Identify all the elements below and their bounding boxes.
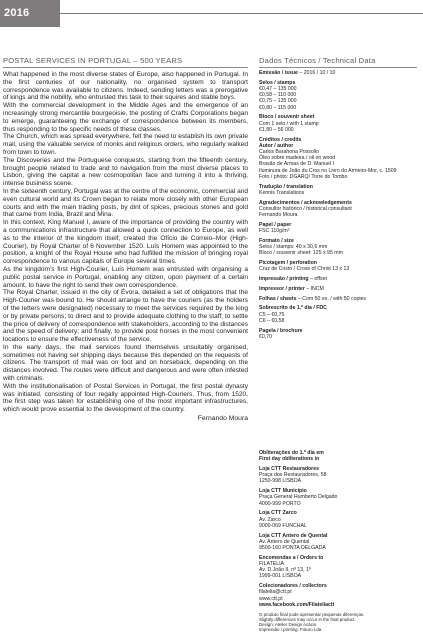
credits-line: Foto / photo: DGARQ/ Torre do Tombo: [259, 173, 348, 180]
issue-label: Emissão / issue: [259, 70, 298, 76]
acknowledgements-label: Agradecimentos / acknowledgements: [259, 199, 352, 206]
perforation-label: Picotagem / perforation: [259, 260, 317, 267]
brochure-line: €0,70: [259, 333, 272, 340]
printer-group: [259, 286, 419, 292]
orders-line: 1999-001 LISBOA: [259, 573, 302, 580]
collectors-label: Colecionadores / collectors: [259, 583, 327, 590]
header-rule: [60, 13, 423, 14]
acknowledgements-line: Consultor histórico / historical consultant: [259, 205, 352, 212]
fdi-label-en: First day obliterations in: [259, 456, 320, 463]
printing-label: Impressão / printing: [259, 276, 309, 283]
size-label: Formato / size: [259, 237, 294, 244]
shop-name: Loja CTT Zarco: [259, 510, 297, 517]
fdi-label: Obliterações do 1.º dia em: [259, 450, 324, 456]
size-line: Bloco / souvenir sheet: 125 x 95 mm: [259, 250, 343, 257]
shop-line: Av. Zarco: [259, 516, 281, 523]
sheet-line: Com 1 selo / with 1 stamp: [259, 120, 319, 127]
paragraph: As the kingdom's first High-Courier, Luís Homem was entrusted with organising a public postal service in Portugal, enabling any citizen, upon payment of a certain amount, to have the right to send their own correspondence.: [3, 265, 248, 289]
stamp-value: €0,58 – 110 000: [259, 92, 297, 99]
collectors-email: filatelia@ctt.pt: [259, 589, 292, 596]
shop-line: 4000-999 PORTO: [259, 500, 301, 507]
fdc-label: Sobrescrito de 1.º dia / FDC: [259, 305, 327, 312]
paragraph: What happened in the most diverse states of Europe, also happened in Portugal. In the first centuries of our nationality, no organised system to transport correspondence was available to citizens. Indeed, sending letters was a prerogative of kings and the nobility, who entrusted this task to their squires and stable boys.: [3, 71, 248, 102]
credits-label: Créditos / credits: [259, 136, 302, 143]
orders-line: FILATELIA: [259, 561, 284, 568]
collectors-website: www.ctt.pt: [259, 595, 283, 602]
credits-line: Óleo sobre madeira / oil on wood: [259, 155, 336, 162]
fine-print-line: Design: Atelier Design Acácio: [259, 622, 317, 628]
author-signature: Fernando Moura: [197, 415, 248, 423]
fdc-group: [259, 305, 419, 324]
year-header: [0, 0, 423, 27]
stamps-label: Selos / stamps: [259, 79, 296, 86]
sheets-value: – Com 50 ex. / with 50 copies: [296, 295, 366, 302]
shop-line: Praça General Humberto Delgado: [259, 494, 338, 501]
paper-group: [259, 222, 419, 234]
title-rule-right: [259, 67, 417, 68]
paragraph: With the institutionalisation of Postal Services in Portugal, the first postal dynasty was initiated, consisting of four regally appointed High-Couriers. Thus, from 1520, the first step was taken for establishing one of the most important infrastructures, which would prove essential to the development of the country.: [3, 382, 248, 414]
issue-value: – 2016 / 10 / 10: [297, 70, 336, 76]
brochure-group: [259, 328, 419, 340]
fine-print-line: Slightly differences may occur in the final product.: [259, 616, 356, 622]
credits-line: Brasão de Armas de D. Manuel I: [259, 161, 334, 168]
year-text: 2016: [4, 7, 30, 19]
acknowledgements-group: [259, 200, 419, 219]
printer-value: – INCM: [304, 285, 324, 292]
technical-data-lower: [259, 450, 419, 636]
fdi-group: [259, 450, 419, 462]
printer-label: Impressor / printer: [259, 285, 305, 292]
shop-group: [259, 488, 419, 507]
orders-label: Encomendas a / Orders to: [259, 554, 324, 561]
shop-line: 9500-160 PONTA DELGADA: [259, 545, 326, 552]
translation-label: Tradução / translation: [259, 183, 313, 190]
fine-print-line: O produto final pode apresentar pequenas diferenças.: [259, 611, 365, 617]
credits-line: Autor / author: [259, 142, 294, 149]
paragraph: The Discoveries and the Portuguese conquests, starting from the fifteenth century, brought people related to trade and to navigation from the most diverse places to Lisbon, giving the capital a new cosmopolitan face and turning it into a thriving, intense business scene.: [3, 156, 248, 188]
size-group: [259, 238, 419, 257]
orders-group: [259, 555, 419, 580]
collectors-facebook: www.facebook.com/Filateliactt: [259, 601, 335, 608]
printing-value: – offset: [308, 276, 327, 283]
perforation-line: Cruz de Cristo / Cross of Christ 13 x 13: [259, 266, 350, 273]
shop-name: Loja CTT Antero de Quental: [259, 532, 328, 539]
shop-name: Loja CTT Restauradores: [259, 466, 319, 472]
credits-group: [259, 137, 419, 180]
shop-line: Praça dos Restauradores, 58: [259, 472, 327, 479]
size-line: Selos / stamps: 40 x 30,6 mm: [259, 244, 328, 251]
fdc-line: C6 – €0,58: [259, 317, 285, 324]
paragraph: With the commercial development in the Middle Ages and the emergence of an increasingly strong mercantile bourgeoisie, the posting of Crafts Corporations began to emerge, guaranteeing the exchange of correspondence between its members, thus responding to the specific needs of these classes.: [3, 102, 248, 133]
fine-print-line: Impressão / printing: Futuro Lda: [259, 627, 322, 633]
stamp-value: €0,75 – 135 000: [259, 98, 297, 105]
year-badge: [0, 0, 60, 27]
credits-line: Iluminura de João du Cros no Livro do Armeiro-Mor, c. 1509: [259, 167, 397, 174]
translation-group: [259, 184, 419, 196]
stamps-group: [259, 80, 419, 111]
shop-line: 9000-069 FUNCHAL: [259, 522, 307, 529]
technical-data: [259, 70, 419, 344]
translation-line: Kennis Translations: [259, 189, 305, 196]
stamp-value: €0,47 – 135 000: [259, 86, 297, 92]
paper-label: Papel / paper: [259, 221, 292, 228]
credits-line: Carlos Barahona Possollo: [259, 149, 319, 156]
paragraph: In the early days, the mail services found themselves unsuitably organised, sometimes not having set shipping days because this depended on the requests of citizens. The transport of mail was on foot and on horseback, depending on the distances involved. The routes were difficult and dangerous and were often infested with criminals.: [3, 343, 248, 383]
title-rule-left: [3, 67, 248, 68]
shop-group: [259, 533, 419, 552]
fdc-line: C5 – €0,75: [259, 311, 285, 318]
main-title: POSTAL SERVICES IN PORTUGAL – 500 YEARS: [3, 56, 183, 65]
sheets-label: Folhas / sheets: [259, 295, 297, 302]
stamp-value: €0,80 – 115 000: [259, 104, 297, 111]
shop-group: [259, 510, 419, 529]
paragraph: The Church, which was spread everywhere, felt the need to establish its own private mail, using the valuable service of monks and religious orders, who regularly walked from town to town.: [3, 133, 248, 156]
sheet-label: Bloco / souvenir sheet: [259, 114, 315, 121]
sheet-group: [259, 114, 419, 133]
collectors-group: [259, 583, 419, 608]
tech-title: Dados Técnicos / Technical Data: [259, 56, 376, 65]
paragraph: In this context, King Manuel I, aware of the importance of providing the country with a communications infrastructure that allowed a quick connection to Europe, as well as to the interior of the kingdom itself, created the Ofício de Correio–Mor (High-Courier), by Royal Charter of 6 November 1520. Luís Homem was appointed to the position, a knight of the Royal House who had fulfilled the mission of bringing royal correspondence to various capitals of Europe several times.: [3, 219, 248, 266]
shop-name: Loja CTT Município: [259, 488, 307, 495]
fine-print: [259, 612, 419, 633]
perforation-group: [259, 260, 419, 272]
shop-line: 1250-998 LISBOA: [259, 478, 302, 485]
shop-group: [259, 466, 419, 485]
sheets-group: [259, 296, 419, 302]
printing-group: [259, 276, 419, 282]
orders-line: Av. D.João II, nº 13, 1º: [259, 567, 311, 574]
shop-line: Av. Antero de Quental: [259, 538, 310, 545]
article-body: [3, 71, 248, 423]
sheet-line: €1,80 – 56 000: [259, 126, 294, 133]
acknowledgements-line: Fernando Moura: [259, 212, 298, 219]
paragraph: The Royal Charter, issued in the city of Évora, detailed a set of obligations that the High-Courier was bound to. He should arrange to have the couriers (as the holders of the letters were designated) necessary to meet the services required by the king or by private persons; to direct and to provide adequate clothing to the staff; to settle the price of delivery of correspondence with stakeholders, according to the distances and the speed of delivery; and finally, to provide post horses in the most convenient locations to ensure the effectiveness of the service.: [3, 289, 248, 344]
paper-line: FSC 110g/m²: [259, 228, 290, 235]
issue-group: [259, 70, 419, 76]
paragraph: In the sixteenth century, Portugal was at the centre of the economic, commercial and even cultural world and its Crown began to relate more closely with other European courts and with the main trading posts, by dint of spices, precious stones and gold that came from India, Brazil and Mina.: [3, 187, 248, 219]
brochure-label: Pagela / brochure: [259, 327, 303, 334]
